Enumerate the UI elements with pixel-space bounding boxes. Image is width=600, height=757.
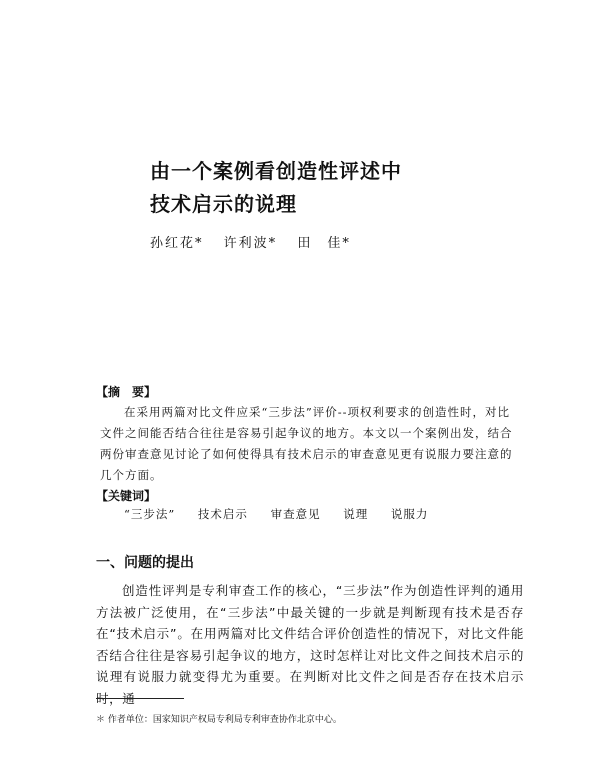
author-3: 田 佳* [297,236,351,251]
keyword-item: “三步法” [124,507,176,521]
body-paragraph: 创造性评判是专利审查工作的核心，“三步法”作为创造性评判的通用方法被广泛使用，在“三步法”中最关键的一步就是判断现有技术是否存在“技术启示”。在用两篇对比文件结合评价创造性的情况下，对比文件能否结合往往是容易引起争议的地方，这时怎样让对比文件之间技术启示的说理有说服力就变得尤为重要。在判断对比文件之间是否存在技术启示时，通 [96,583,524,706]
section-heading: 一、问题的提出 [96,555,194,571]
author-1: 孙红花* [150,236,204,251]
abstract-heading: 【摘 要】 [96,385,157,399]
keyword-item: 说理 [343,507,369,521]
title-line-2: 技术启示的说理 [150,192,297,216]
author-2: 许利波* [223,236,278,251]
keyword-list [124,506,446,522]
title-line-1: 由一个案例看创造性评述中 [150,159,402,183]
keyword-item: 说服力 [390,507,429,521]
keyword-item: 技术启示 [197,507,248,521]
footnote-divider [96,698,184,699]
footnote: ＊ 作者单位：国家知识产权局专利局专利审查协作北京中心。 [96,715,342,725]
keyword-item: 审查意见 [270,507,321,521]
keywords-heading: 【关键词】 [96,489,157,503]
author-list [150,232,365,251]
abstract-text: 在采用两篇对比文件应采“三步法”评价--项权利要求的创造性时，对比文件之间能否结合往往是容易引起争议的地方。本文以一个案例出发，结合两份审查意见讨论了如何使得具有技术启示的审查意见更有说服力要注意的几个方面。 [100,405,513,482]
